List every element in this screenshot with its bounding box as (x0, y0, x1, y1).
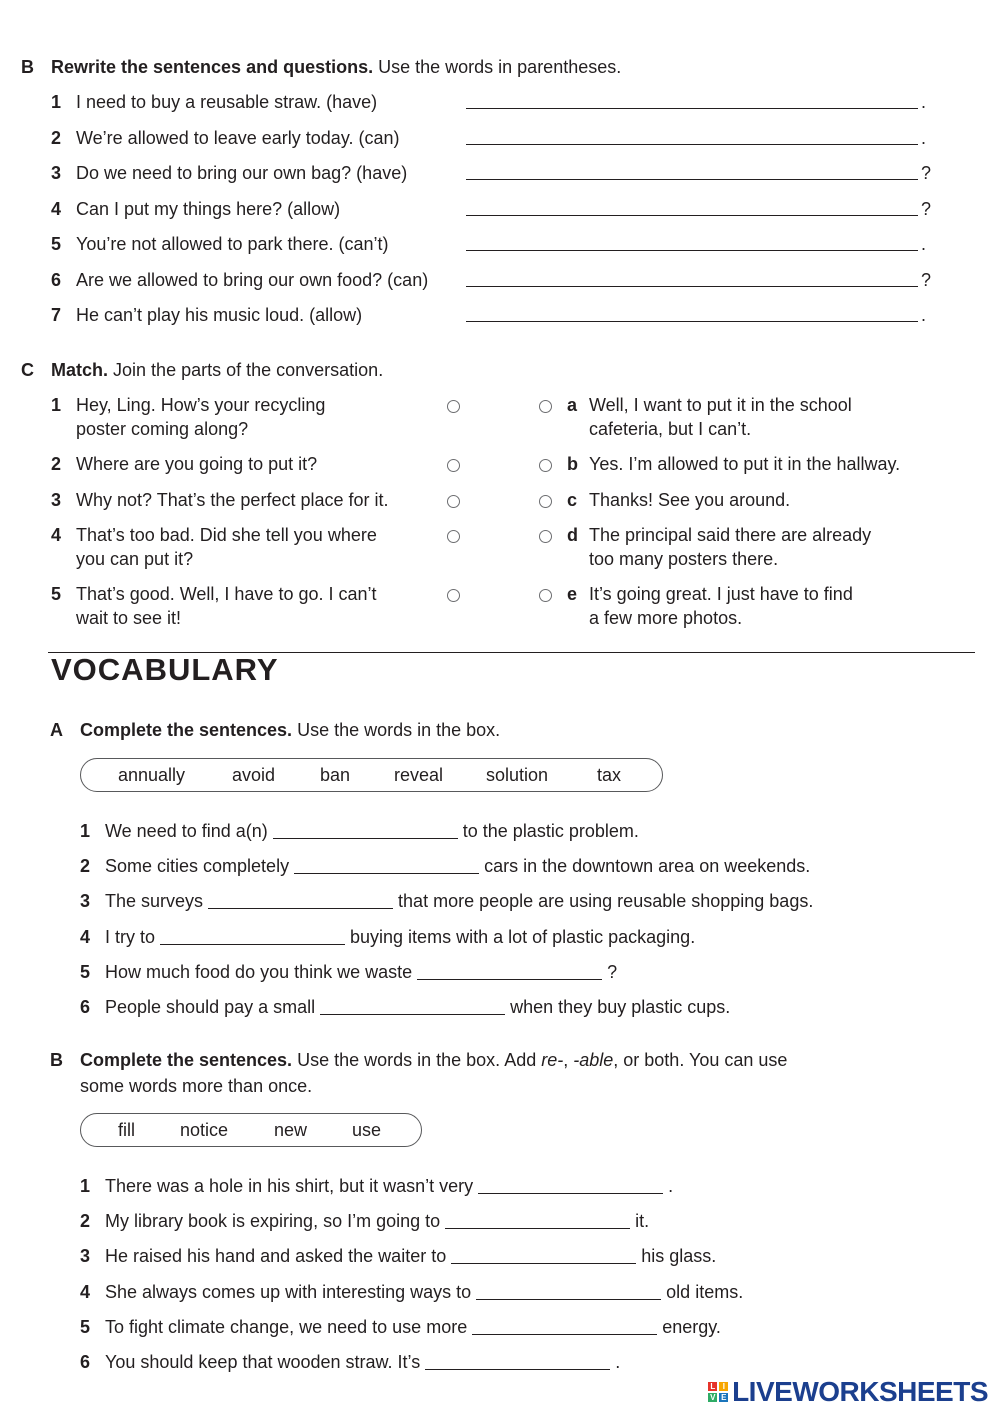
brand-icon-tile: E (719, 1393, 728, 1402)
sentence-before: We need to find a(n) (105, 821, 268, 841)
item-number: 1 (80, 1176, 91, 1196)
sentence-after: that more people are using reusable shopping bags. (398, 891, 814, 911)
item-number: 5 (51, 234, 62, 254)
grammar-c-heading (21, 360, 383, 381)
item-letter: c (567, 490, 578, 510)
answer-blank[interactable] (466, 250, 918, 251)
section-instruction: Use the words in the box. (297, 720, 501, 740)
item-end-punct: . (921, 305, 927, 325)
item-number: 2 (80, 1211, 91, 1231)
item-end-punct: . (921, 128, 927, 148)
brand-icon-tile: L (708, 1382, 717, 1391)
item-end-punct: ? (921, 270, 932, 290)
item-prompt: I need to buy a reusable straw. (have) (76, 92, 378, 112)
sentence-after: energy. (662, 1317, 721, 1337)
item-end-punct: ? (921, 163, 932, 183)
right-line2: too many posters there. (589, 549, 779, 569)
item-number: 3 (80, 891, 91, 911)
section-title: Complete the sentences. (80, 1050, 293, 1070)
word-box-word: solution (486, 765, 549, 785)
section-letter: A (50, 720, 63, 740)
answer-blank[interactable] (466, 215, 918, 216)
sentence-before: He raised his hand and asked the waiter to (105, 1246, 447, 1266)
right-line1: It’s going great. I just have to find (589, 584, 853, 604)
right-line1: Thanks! See you around. (589, 490, 791, 510)
answer-blank[interactable] (466, 286, 918, 287)
item-end-punct: ? (921, 199, 932, 219)
word-box-word: reveal (394, 765, 444, 785)
item-number: 3 (51, 490, 62, 510)
item-end-punct: . (921, 234, 927, 254)
item-number: 2 (80, 856, 91, 876)
vocab-b-heading (50, 1050, 787, 1071)
vocabulary-title: VOCABULARY (51, 652, 279, 687)
word-box-word: new (274, 1120, 308, 1140)
answer-blank[interactable] (320, 1014, 505, 1015)
sentence-after: . (615, 1352, 621, 1372)
answer-blank[interactable] (425, 1369, 610, 1370)
sentence-before: To fight climate change, we need to use more (105, 1317, 468, 1337)
answer-blank[interactable] (466, 321, 918, 322)
word-box-word: annually (118, 765, 186, 785)
match-dot-right[interactable] (539, 530, 552, 543)
item-number: 3 (51, 163, 62, 183)
item-number: 5 (51, 584, 62, 604)
answer-blank[interactable] (451, 1263, 636, 1264)
section-instruction: Use the words in parentheses. (378, 57, 622, 77)
answer-blank[interactable] (445, 1228, 630, 1229)
brand-icon-tile: V (708, 1393, 717, 1402)
word-box-word: fill (118, 1120, 135, 1140)
sentence-after: . (668, 1176, 674, 1196)
item-number: 1 (51, 395, 62, 415)
item-number: 1 (80, 821, 91, 841)
item-number: 4 (80, 1282, 91, 1302)
section-title: Complete the sentences. (80, 720, 293, 740)
answer-blank[interactable] (273, 838, 458, 839)
match-dot-left[interactable] (447, 589, 460, 602)
item-number: 6 (51, 270, 62, 290)
vocab-a-heading (50, 720, 500, 741)
prefix-re: re- (541, 1050, 564, 1070)
match-dot-right[interactable] (539, 400, 552, 413)
item-letter: d (567, 525, 578, 545)
item-number: 4 (80, 927, 91, 947)
item-letter: b (567, 454, 578, 474)
word-box-word: use (352, 1120, 382, 1140)
left-line1: That’s good. Well, I have to go. I can’t (76, 584, 377, 604)
item-number: 2 (51, 128, 62, 148)
left-line1: Hey, Ling. How’s your recycling (76, 395, 326, 415)
grammar-b-heading (21, 57, 621, 78)
sentence-after: to the plastic problem. (462, 821, 639, 841)
brand-name: LIVEWORKSHEETS (732, 1376, 988, 1407)
word-box-word: avoid (232, 765, 276, 785)
item-number: 6 (80, 1352, 91, 1372)
word-box-word: tax (597, 765, 622, 785)
sentence-before: You should keep that wooden straw. It’s (105, 1352, 421, 1372)
sentence-before: I try to (105, 927, 156, 947)
answer-blank[interactable] (472, 1334, 657, 1335)
section-instruction-cont: , or both. You can use (613, 1050, 788, 1070)
answer-blank[interactable] (478, 1193, 663, 1194)
item-number: 1 (51, 92, 62, 112)
item-number: 5 (80, 1317, 91, 1337)
sentence-after: buying items with a lot of plastic packaging. (350, 927, 696, 947)
sentence-before: How much food do you think we waste (105, 962, 413, 982)
section-instruction-line2: some words more than once. (80, 1076, 313, 1096)
right-line2: a few more photos. (589, 608, 743, 628)
section-title: Match. (51, 360, 109, 380)
section-instruction: Join the parts of the conversation. (113, 360, 384, 380)
right-line2: cafeteria, but I can’t. (589, 419, 752, 439)
item-number: 7 (51, 305, 62, 325)
word-box-b (80, 1113, 422, 1147)
item-prompt: You’re not allowed to park there. (can’t) (76, 234, 389, 254)
sentence-after: his glass. (641, 1246, 717, 1266)
word-box-word: notice (180, 1120, 229, 1140)
sentence-after: it. (635, 1211, 650, 1231)
item-letter: e (567, 584, 578, 604)
left-line1: Why not? That’s the perfect place for it. (76, 490, 389, 510)
match-dot-left[interactable] (447, 530, 460, 543)
item-letter: a (567, 395, 578, 415)
item-prompt: Do we need to bring our own bag? (have) (76, 163, 408, 183)
sentence-after: old items. (666, 1282, 744, 1302)
item-number: 5 (80, 962, 91, 982)
match-dot-left[interactable] (447, 495, 460, 508)
item-number: 4 (51, 199, 62, 219)
brand-icon (708, 1382, 728, 1402)
item-number: 4 (51, 525, 62, 545)
sentence-before: She always comes up with interesting ways to (105, 1282, 472, 1302)
right-line1: Yes. I’m allowed to put it in the hallway. (589, 454, 901, 474)
word-box-word: ban (320, 765, 351, 785)
answer-blank[interactable] (476, 1299, 661, 1300)
suffix-able: -able (573, 1050, 614, 1070)
left-line1: Where are you going to put it? (76, 454, 318, 474)
right-line1: Well, I want to put it in the school (589, 395, 852, 415)
answer-blank[interactable] (466, 179, 918, 180)
answer-blank[interactable] (208, 908, 393, 909)
answer-blank[interactable] (417, 979, 602, 980)
section-letter: C (21, 360, 34, 380)
liveworksheets-logo (708, 1376, 988, 1408)
sentence-before: My library book is expiring, so I’m going to (105, 1211, 441, 1231)
left-line1: That’s too bad. Did she tell you where (76, 525, 377, 545)
answer-blank[interactable] (466, 144, 918, 145)
answer-blank[interactable] (160, 944, 345, 945)
sentence-before: People should pay a small (105, 997, 316, 1017)
match-dot-left[interactable] (447, 400, 460, 413)
answer-blank[interactable] (294, 873, 479, 874)
item-number: 2 (51, 454, 62, 474)
section-title: Rewrite the sentences and questions. (51, 57, 374, 77)
item-prompt: Can I put my things here? (allow) (76, 199, 341, 219)
section-instruction: Use the words in the box. Add (297, 1050, 542, 1070)
section-letter: B (21, 57, 34, 77)
left-line2: you can put it? (76, 549, 194, 569)
item-end-punct: . (921, 92, 927, 112)
match-dot-right[interactable] (539, 495, 552, 508)
item-number: 3 (80, 1246, 91, 1266)
sentence-before: There was a hole in his shirt, but it wasn’t very (105, 1176, 474, 1196)
sentence-before: Some cities completely (105, 856, 290, 876)
item-number: 6 (80, 997, 91, 1017)
word-box-a (80, 758, 663, 792)
section-letter: B (50, 1050, 63, 1070)
item-prompt: We’re allowed to leave early today. (can) (76, 128, 400, 148)
sentence-after: cars in the downtown area on weekends. (484, 856, 811, 876)
sentence-after: when they buy plastic cups. (510, 997, 731, 1017)
match-dot-left[interactable] (447, 459, 460, 472)
match-dot-right[interactable] (539, 459, 552, 472)
brand-icon-tile: I (719, 1382, 728, 1391)
item-prompt: Are we allowed to bring our own food? (can) (76, 270, 429, 290)
left-line2: wait to see it! (76, 608, 182, 628)
left-line2: poster coming along? (76, 419, 249, 439)
separator: , (563, 1050, 574, 1070)
sentence-before: The surveys (105, 891, 204, 911)
match-dot-right[interactable] (539, 589, 552, 602)
item-prompt: He can’t play his music loud. (allow) (76, 305, 363, 325)
sentence-after: ? (607, 962, 618, 982)
right-line1: The principal said there are already (589, 525, 872, 545)
answer-blank[interactable] (466, 108, 918, 109)
